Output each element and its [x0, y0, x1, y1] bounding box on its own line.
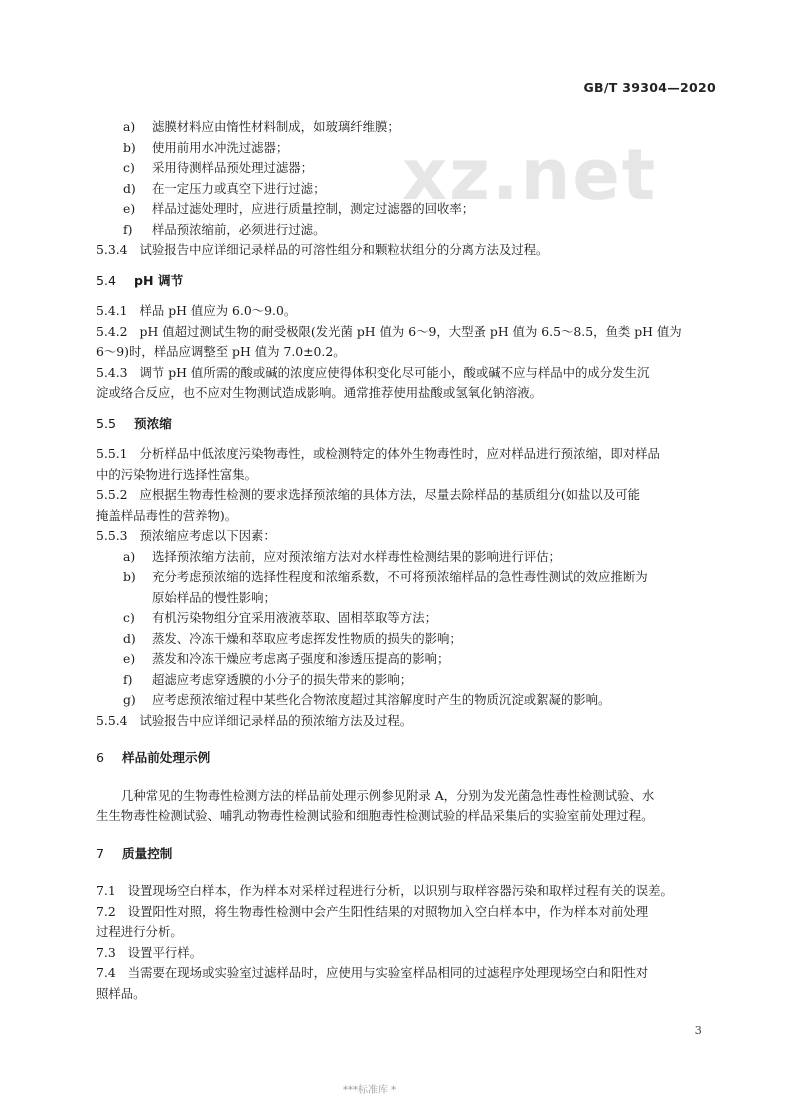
section-number: 5.5 [96, 415, 117, 431]
clause-543 [96, 363, 720, 384]
clause-number: 5.5.2 [96, 487, 128, 502]
clause-number: 5.4.3 [96, 364, 128, 380]
clause-72-cont: 过程进行分析。 [96, 924, 183, 939]
clause-text: 预浓缩应考虑以下因素： [139, 528, 276, 543]
list-label: b) [123, 569, 136, 584]
clause-542-cont: 6～9)时，样品应调整至 pH 值为 7.0±0.2。 [96, 344, 346, 359]
list-item [96, 547, 720, 568]
list-text: 原始样品的慢性影响； [152, 589, 276, 605]
clause-number: 5.4.2 [96, 323, 128, 339]
clause-541 [96, 301, 720, 322]
paragraph-6-l1: 几种常见的生物毒性检测方法的样品前处理示例参见附录 A，分别为发光菌急性毒性检测试验、水 [121, 787, 655, 803]
list-label: g) [123, 692, 136, 707]
page-number: 3 [694, 1023, 702, 1037]
clause-553 [96, 526, 720, 547]
paragraph-6-l2: 生生物毒性检测试验、哺乳动物毒性检测试验和细胞毒性检测试验的样品采集后的实验室前处理过程。 [96, 808, 654, 823]
list-item [96, 199, 720, 220]
list-item [96, 690, 720, 711]
list-label: d) [123, 180, 136, 196]
list-533-items [96, 117, 720, 240]
list-text: 在一定压力或真空下进行过滤； [152, 180, 326, 196]
clause-number: 5.3.4 [96, 242, 128, 257]
list-text: 蒸发、冷冻干燥和萃取应考虑挥发性物质的损失的影响； [152, 630, 462, 646]
clause-number: 7.4 [96, 965, 116, 980]
clause-534 [96, 240, 720, 261]
document-body [96, 117, 720, 1004]
list-text: 样品过滤处理时，应进行质量控制，测定过滤器的回收率； [152, 201, 475, 216]
list-item [96, 138, 720, 159]
clause-74 [96, 963, 720, 984]
list-label: c) [123, 610, 135, 625]
clause-554 [96, 711, 720, 732]
clause-text: 分析样品中低浓度污染物毒性，或检测特定的体外生物毒性时，应对样品进行预浓缩，即对样品 [139, 446, 660, 461]
section-number: 7 [96, 845, 105, 861]
section-title: pH 调节 [134, 272, 184, 288]
list-text: 有机污染物组分宜采用液液萃取、固相萃取等方法； [152, 610, 437, 625]
list-item [96, 117, 720, 138]
clause-number: 5.5.4 [96, 712, 128, 728]
list-item [96, 608, 720, 629]
list-item [96, 670, 720, 691]
list-label: c) [123, 160, 135, 175]
clause-text: 设置平行样。 [127, 944, 203, 960]
list-553-items [96, 547, 720, 711]
list-item [96, 158, 720, 179]
section-heading-7 [96, 844, 720, 865]
list-item [96, 220, 720, 241]
standard-code: GB/T 39304—2020 [583, 80, 716, 95]
clause-number: 5.5.3 [96, 528, 128, 543]
list-label: a) [123, 119, 136, 134]
clause-number: 7.1 [96, 883, 116, 898]
clause-text: 应根据生物毒性检测的要求选择预浓缩的具体方法，尽量去除样品的基质组分(如盐以及可能 [139, 487, 640, 502]
list-label: f) [123, 221, 133, 237]
watermark: xz.net [402, 134, 658, 216]
clause-text: 试验报告中应详细记录样品的可溶性组分和颗粒状组分的分离方法及过程。 [139, 242, 549, 257]
list-label: a) [123, 548, 136, 564]
list-text: 滤膜材料应由惰性材料制成，如玻璃纤维膜； [152, 119, 400, 134]
clause-text: 试验报告中应详细记录样品的预浓缩方法及过程。 [139, 712, 413, 728]
section-number: 5.4 [96, 272, 117, 288]
clause-72 [96, 902, 720, 923]
list-item [96, 649, 720, 670]
clause-543-cont: 淀或络合反应，也不应对生物测试造成影响。通常推荐使用盐酸或氢氧化钠溶液。 [96, 385, 543, 400]
list-text: 蒸发和冷冻干燥应考虑离子强度和渗透压提高的影响； [152, 651, 450, 666]
clause-74-cont: 照样品。 [96, 985, 146, 1001]
clause-number: 7.2 [96, 903, 116, 919]
clause-551 [96, 444, 720, 465]
section-heading-5-4 [96, 271, 720, 292]
clause-text: 设置阳性对照，将生物毒性检测中会产生阳性结果的对照物加入空白样本中，作为样本对前处理 [127, 903, 649, 919]
section-title: 预浓缩 [134, 415, 172, 431]
clause-71 [96, 881, 720, 902]
list-text: 超滤应考虑穿透膜的小分子的损失带来的影响； [152, 671, 413, 687]
section-title: 质量控制 [122, 845, 173, 861]
clause-text: 样品 pH 值应为 6.0～9.0。 [139, 303, 297, 318]
list-text: 充分考虑预浓缩的选择性程度和浓缩系数，不可将预浓缩样品的急性毒性测试的效应推断为 [152, 569, 648, 584]
section-number: 6 [96, 750, 105, 765]
clause-number: 5.4.1 [96, 303, 128, 318]
list-text: 应考虑预浓缩过程中某些化合物浓度超过其溶解度时产生的物质沉淀或絮凝的影响。 [152, 692, 611, 707]
clause-551-cont: 中的污染物进行选择性富集。 [96, 466, 258, 482]
clause-552 [96, 485, 720, 506]
list-label: e) [123, 651, 136, 666]
clause-text: pH 值超过测试生物的耐受极限(发光菌 pH 值为 6～9，大型蚤 pH 值为 6.5～8.5，鱼类 pH 值为 [139, 323, 682, 339]
list-text: 选择预浓缩方法前，应对预浓缩方法对水样毒性检测结果的影响进行评估； [152, 548, 561, 564]
section-heading-5-5 [96, 414, 720, 435]
clause-number: 5.5.1 [96, 446, 128, 461]
list-label: e) [123, 201, 136, 216]
list-label: f) [123, 671, 133, 687]
clause-73 [96, 943, 720, 964]
section-heading-6 [96, 748, 720, 769]
clause-552-cont: 掩盖样品毒性的营养物)。 [96, 507, 238, 523]
clause-number: 7.3 [96, 944, 116, 960]
footer-mark: ***标准库 * [343, 1085, 397, 1096]
list-text: 使用前用水冲洗过滤器； [152, 139, 289, 155]
list-label: b) [123, 139, 136, 155]
list-text: 样品预浓缩前，必须进行过滤。 [152, 221, 326, 237]
clause-text: 当需要在现场或实验室过滤样品时，应使用与实验室样品相同的过滤程序处理现场空白和阳性对 [127, 965, 649, 980]
clause-text: 调节 pH 值所需的酸或碱的浓度应使得体积变化尽可能小，酸或碱不应与样品中的成分发生沉 [139, 364, 650, 380]
list-item-cont [96, 588, 720, 609]
list-text: 采用待测样品预处理过滤器； [152, 160, 314, 175]
list-item [96, 567, 720, 588]
clause-542 [96, 322, 720, 343]
list-item [96, 179, 720, 200]
section-title: 样品前处理示例 [122, 750, 211, 765]
list-label: d) [123, 630, 136, 646]
list-item [96, 629, 720, 650]
clause-text: 设置现场空白样本，作为样本对采样过程进行分析，以识别与取样容器污染和取样过程有关的误差。 [127, 883, 673, 898]
